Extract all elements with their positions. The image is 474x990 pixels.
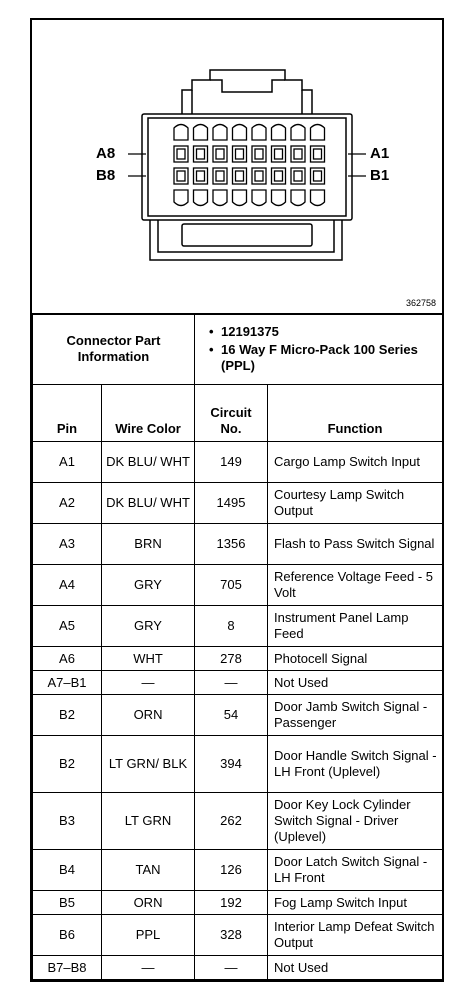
table-row bbox=[33, 565, 443, 606]
table-row bbox=[33, 695, 443, 736]
circuit-cell: 1356 bbox=[195, 524, 268, 565]
pin-cell: B5 bbox=[33, 891, 102, 915]
connector-series: • 16 Way F Micro-Pack 100 Series (PPL) bbox=[209, 342, 438, 374]
function-cell: Flash to Pass Switch Signal bbox=[268, 524, 443, 565]
wire-color-cell: LT GRN bbox=[102, 793, 195, 850]
cavity-row-a-inner bbox=[314, 149, 322, 159]
circuit-cell: 192 bbox=[195, 891, 268, 915]
pin-cell: A4 bbox=[33, 565, 102, 606]
cavity-row-b-inner bbox=[275, 171, 283, 181]
pin-cell: A3 bbox=[33, 524, 102, 565]
cavity-row-b-inner bbox=[255, 171, 263, 181]
connector-key-slot bbox=[182, 224, 312, 246]
wire-color-cell: LT GRN/ BLK bbox=[102, 736, 195, 793]
table-header-row bbox=[33, 385, 443, 442]
function-cell: Fog Lamp Switch Input bbox=[268, 891, 443, 915]
cavity-row-b-inner bbox=[314, 171, 322, 181]
header-circuit: Circuit No. bbox=[195, 385, 268, 442]
pin-cell: B4 bbox=[33, 850, 102, 891]
top-latch-tab bbox=[174, 125, 188, 141]
circuit-cell: 278 bbox=[195, 647, 268, 671]
connector-skirt bbox=[150, 220, 342, 260]
cavity-row-a-inner bbox=[216, 149, 224, 159]
label-a1: A1 bbox=[370, 145, 390, 162]
function-cell: Cargo Lamp Switch Input bbox=[268, 442, 443, 483]
bottom-latch-tab bbox=[213, 190, 227, 206]
table-row bbox=[33, 524, 443, 565]
bottom-latch-tab bbox=[233, 190, 247, 206]
cavity-row-b-inner bbox=[197, 171, 205, 181]
wire-color-cell: PPL bbox=[102, 915, 195, 956]
wire-color-cell: DK BLU/ WHT bbox=[102, 483, 195, 524]
connector-info-title: Connector Part Information bbox=[33, 314, 195, 385]
wire-color-cell: GRY bbox=[102, 565, 195, 606]
connector-part-info bbox=[195, 314, 443, 385]
function-cell: Photocell Signal bbox=[268, 647, 443, 671]
pin-cell: B6 bbox=[33, 915, 102, 956]
wire-color-cell: — bbox=[102, 956, 195, 980]
bottom-latch-tab bbox=[174, 190, 188, 206]
circuit-cell: — bbox=[195, 671, 268, 695]
cavity-row-a-inner bbox=[294, 149, 302, 159]
function-cell: Courtesy Lamp Switch Output bbox=[268, 483, 443, 524]
top-latch-tab bbox=[233, 125, 247, 141]
bottom-latch-tab bbox=[311, 190, 325, 206]
cavity-row-a-inner bbox=[236, 149, 244, 159]
connector-info-row bbox=[33, 314, 443, 385]
circuit-cell: 705 bbox=[195, 565, 268, 606]
cavity-row-b-inner bbox=[236, 171, 244, 181]
circuit-cell: 328 bbox=[195, 915, 268, 956]
label-b1: B1 bbox=[370, 167, 390, 184]
connector-figure bbox=[32, 20, 442, 315]
cavity-row-b-inner bbox=[177, 171, 185, 181]
bottom-latch-tab bbox=[272, 190, 286, 206]
function-cell: Door Handle Switch Signal - LH Front (Uplevel) bbox=[268, 736, 443, 793]
circuit-cell: 262 bbox=[195, 793, 268, 850]
connector-skirt-inner bbox=[158, 220, 334, 252]
wire-color-cell: WHT bbox=[102, 647, 195, 671]
function-cell: Reference Voltage Feed - 5 Volt bbox=[268, 565, 443, 606]
function-cell: Instrument Panel Lamp Feed bbox=[268, 606, 443, 647]
pin-cell: A1 bbox=[33, 442, 102, 483]
pin-cell: B3 bbox=[33, 793, 102, 850]
function-cell: Interior Lamp Defeat Switch Output bbox=[268, 915, 443, 956]
pin-cell: A6 bbox=[33, 647, 102, 671]
table-row bbox=[33, 483, 443, 524]
top-latch-tab bbox=[194, 125, 208, 141]
cavity-row-a-inner bbox=[197, 149, 205, 159]
table-row bbox=[33, 915, 443, 956]
top-latch-tab bbox=[311, 125, 325, 141]
wire-color-cell: BRN bbox=[102, 524, 195, 565]
cavity-row-a-inner bbox=[275, 149, 283, 159]
figure-id: 362758 bbox=[405, 298, 436, 308]
cavity-row-a-inner bbox=[255, 149, 263, 159]
circuit-cell: 1495 bbox=[195, 483, 268, 524]
wire-color-cell: ORN bbox=[102, 695, 195, 736]
circuit-cell: 394 bbox=[195, 736, 268, 793]
cavity-row-a-inner bbox=[177, 149, 185, 159]
top-latch-tab bbox=[213, 125, 227, 141]
table-row bbox=[33, 793, 443, 850]
function-cell: Door Key Lock Cylinder Switch Signal - Driver (Uplevel) bbox=[268, 793, 443, 850]
wire-color-cell: GRY bbox=[102, 606, 195, 647]
label-a8: A8 bbox=[96, 145, 116, 162]
table-row bbox=[33, 442, 443, 483]
wire-color-cell: DK BLU/ WHT bbox=[102, 442, 195, 483]
header-wire-color: Wire Color bbox=[102, 385, 195, 442]
circuit-cell: 126 bbox=[195, 850, 268, 891]
function-cell: Not Used bbox=[268, 956, 443, 980]
table-row bbox=[33, 736, 443, 793]
function-cell: Not Used bbox=[268, 671, 443, 695]
wire-color-cell: TAN bbox=[102, 850, 195, 891]
pin-cell: A2 bbox=[33, 483, 102, 524]
top-latch-tab bbox=[291, 125, 305, 141]
top-latch-tab bbox=[272, 125, 286, 141]
circuit-cell: 8 bbox=[195, 606, 268, 647]
function-cell: Door Latch Switch Signal - LH Front bbox=[268, 850, 443, 891]
label-b8: B8 bbox=[96, 167, 116, 184]
wire-color-cell: ORN bbox=[102, 891, 195, 915]
cavity-row-b-inner bbox=[294, 171, 302, 181]
pinout-table bbox=[32, 313, 443, 980]
circuit-cell: 149 bbox=[195, 442, 268, 483]
connector-diagram-frame bbox=[30, 18, 444, 982]
top-latch-tab bbox=[252, 125, 266, 141]
pin-cell: B7–B8 bbox=[33, 956, 102, 980]
table-row bbox=[33, 647, 443, 671]
pin-cell: B2 bbox=[33, 736, 102, 793]
table-row bbox=[33, 891, 443, 915]
connector-latch-inner bbox=[192, 80, 302, 114]
part-number: • 12191375 bbox=[209, 324, 438, 340]
pin-cell: A5 bbox=[33, 606, 102, 647]
bottom-latch-tab bbox=[252, 190, 266, 206]
function-cell: Door Jamb Switch Signal - Passenger bbox=[268, 695, 443, 736]
pin-cell: A7–B1 bbox=[33, 671, 102, 695]
cavity-row-b-inner bbox=[216, 171, 224, 181]
table-row bbox=[33, 850, 443, 891]
pin-cell: B2 bbox=[33, 695, 102, 736]
wire-color-cell: — bbox=[102, 671, 195, 695]
bottom-latch-tab bbox=[194, 190, 208, 206]
header-pin: Pin bbox=[33, 385, 102, 442]
bottom-latch-tab bbox=[291, 190, 305, 206]
table-row bbox=[33, 671, 443, 695]
circuit-cell: 54 bbox=[195, 695, 268, 736]
table-row bbox=[33, 606, 443, 647]
table-row bbox=[33, 956, 443, 980]
circuit-cell: — bbox=[195, 956, 268, 980]
part-info-list bbox=[199, 324, 438, 374]
header-function: Function bbox=[268, 385, 443, 442]
